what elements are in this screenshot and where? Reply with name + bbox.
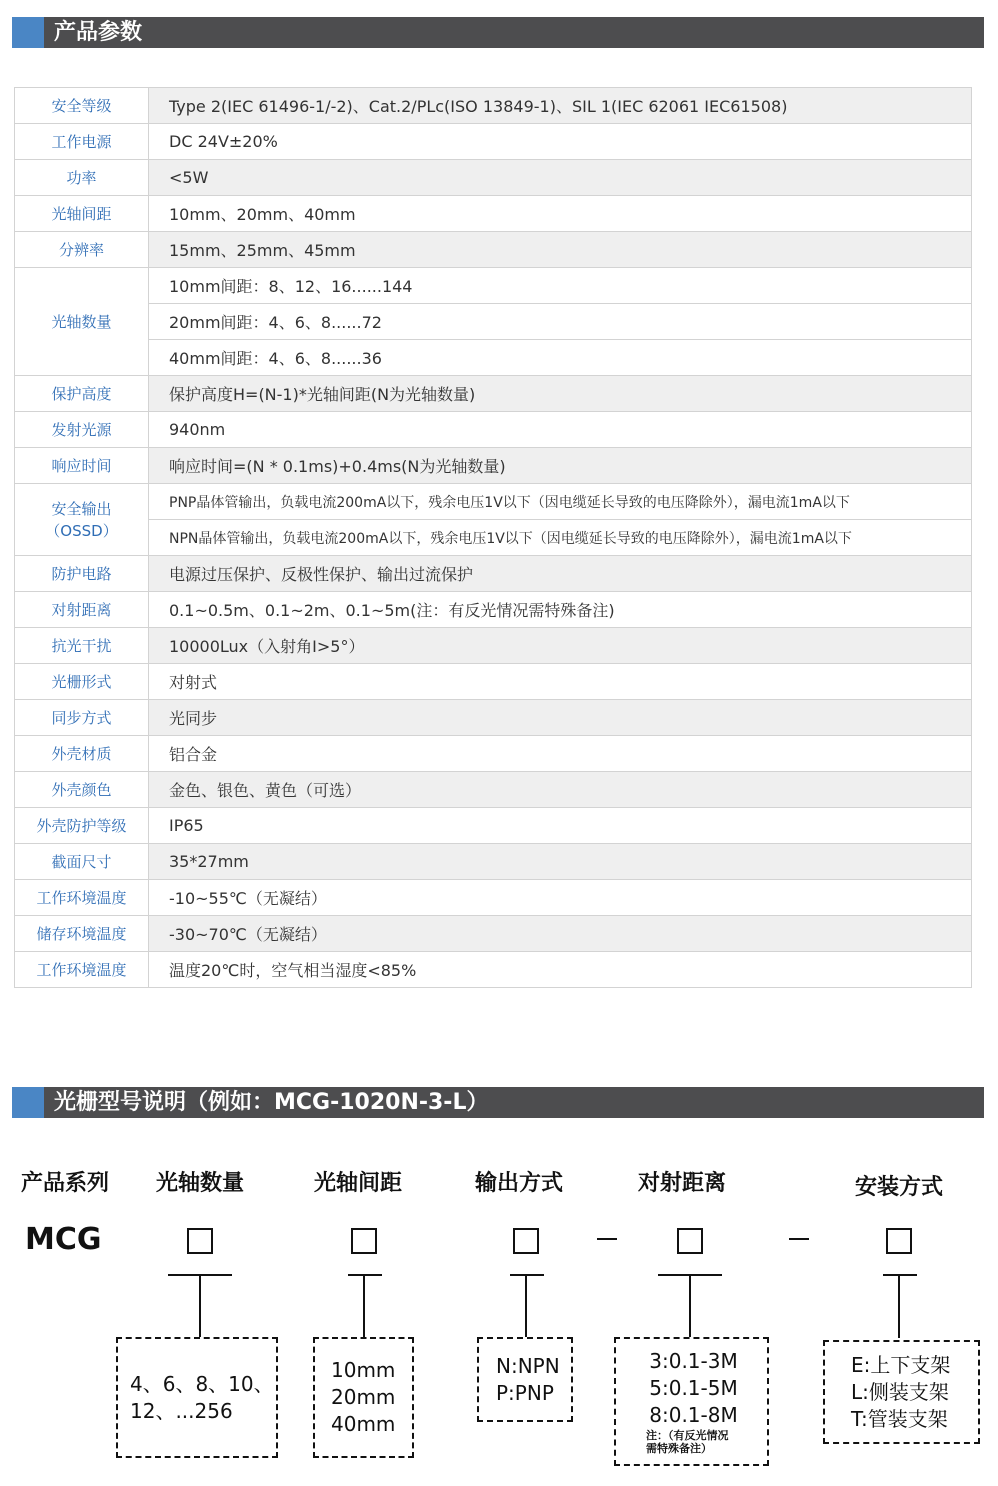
connector-line: [525, 1274, 527, 1337]
section-header-model: [12, 1087, 984, 1118]
spec-key: 工作环境温度: [15, 880, 149, 916]
spec-key: 同步方式: [15, 700, 149, 736]
spec-key: 抗光干扰: [15, 628, 149, 664]
options-mount: [823, 1340, 980, 1444]
spec-key: 储存环境温度: [15, 916, 149, 952]
table-row: [15, 196, 972, 232]
label-axis-count: 光轴数量: [155, 1171, 245, 1196]
spec-key: 外壳颜色: [15, 772, 149, 808]
spec-value: 响应时间=(N * 0.1ms)+0.4ms(N为光轴数量): [149, 448, 972, 484]
label-distance: 对射距离: [637, 1171, 727, 1196]
bracket-line: [348, 1274, 382, 1276]
connector-line: [199, 1274, 201, 1337]
table-row: [15, 844, 972, 880]
spec-value: 35*27mm: [149, 844, 972, 880]
label-output: 输出方式: [474, 1171, 564, 1196]
spec-value: 940nm: [149, 412, 972, 448]
spec-value: 10000Lux（入射角I>5°）: [149, 628, 972, 664]
table-row: [15, 412, 972, 448]
separator-dash: [789, 1238, 809, 1240]
spec-value: 40mm间距：4、6、8......36: [149, 340, 972, 376]
table-row: [15, 268, 972, 304]
spec-key: 工作环境温度: [15, 952, 149, 988]
spec-table: [14, 87, 972, 988]
spec-value: 温度20℃时，空气相当湿度<85%: [149, 952, 972, 988]
table-row: [15, 772, 972, 808]
table-row: [15, 340, 972, 376]
spec-key: 分辨率: [15, 232, 149, 268]
spec-key: 对射距离: [15, 592, 149, 628]
table-row: [15, 664, 972, 700]
spec-key: 截面尺寸: [15, 844, 149, 880]
spec-key: 工作电源: [15, 124, 149, 160]
code-box-output: [513, 1228, 539, 1254]
spec-value: 0.1~0.5m、0.1~2m、0.1~5m(注：有反光情况需特殊备注): [149, 592, 972, 628]
option-item: 4、6、8、10、: [130, 1371, 274, 1396]
code-box-axis-spacing: [351, 1228, 377, 1254]
spec-value: 对射式: [149, 664, 972, 700]
option-item: 20mm: [331, 1385, 396, 1409]
spec-key: 响应时间: [15, 448, 149, 484]
spec-key: 光轴数量: [15, 268, 149, 376]
spec-value: IP65: [149, 808, 972, 844]
spec-value: DC 24V±20%: [149, 124, 972, 160]
bracket-line: [510, 1274, 544, 1276]
spec-value: 电源过压保护、反极性保护、输出过流保护: [149, 556, 972, 592]
spec-value: 光同步: [149, 700, 972, 736]
section-title: 光栅型号说明（例如：MCG-1020N-3-L）: [54, 1090, 489, 1115]
bracket-line: [883, 1274, 917, 1276]
spec-key: 光轴间距: [15, 196, 149, 232]
spec-value: PNP晶体管输出，负载电流200mA以下，残余电压1V以下（因电缆延长导致的电压降除外），漏电流1mA以下: [149, 484, 972, 520]
option-item: 3:0.1-3M: [649, 1349, 738, 1373]
code-box-mount: [886, 1228, 912, 1254]
options-axis-count: [116, 1337, 278, 1458]
option-note: 注：（有反光情况: [646, 1429, 729, 1442]
table-row: [15, 880, 972, 916]
spec-key: 外壳防护等级: [15, 808, 149, 844]
label-axis-spacing: 光轴间距: [313, 1171, 403, 1196]
spec-key: 发射光源: [15, 412, 149, 448]
option-item: E:上下支架: [851, 1352, 951, 1377]
spec-key: 外壳材质: [15, 736, 149, 772]
spec-key: 保护高度: [15, 376, 149, 412]
label-mount: 安装方式: [854, 1175, 944, 1200]
table-row: [15, 520, 972, 556]
section-accent: [12, 17, 44, 48]
section-accent: [12, 1087, 44, 1118]
options-output: [477, 1337, 573, 1422]
spec-value: 20mm间距：4、6、8......72: [149, 304, 972, 340]
table-row: [15, 304, 972, 340]
spec-value: <5W: [149, 160, 972, 196]
spec-key-ossd: [15, 484, 149, 556]
table-row: [15, 376, 972, 412]
spec-value: 10mm、20mm、40mm: [149, 196, 972, 232]
connector-line: [898, 1274, 900, 1338]
table-row: [15, 448, 972, 484]
spec-value: 15mm、25mm、45mm: [149, 232, 972, 268]
option-note: 需特殊备注）: [646, 1442, 712, 1455]
separator-dash: [597, 1238, 617, 1240]
section-title: 产品参数: [54, 20, 143, 45]
table-row: [15, 952, 972, 988]
table-row: [15, 628, 972, 664]
option-item: 10mm: [331, 1358, 396, 1382]
table-row: [15, 592, 972, 628]
table-row: [15, 556, 972, 592]
spec-key: 光栅形式: [15, 664, 149, 700]
table-row: [15, 916, 972, 952]
option-item: 12、...256: [130, 1398, 233, 1423]
table-row: [15, 736, 972, 772]
code-box-axis-count: [187, 1228, 213, 1254]
connector-line: [363, 1274, 365, 1337]
table-row: [15, 124, 972, 160]
spec-value: 10mm间距：8、12、16......144: [149, 268, 972, 304]
spec-key-line: （OSSD）: [45, 521, 118, 540]
option-item: 8:0.1-8M: [649, 1403, 738, 1427]
spec-value: Type 2(IEC 61496-1/-2)、Cat.2/PLc(ISO 13849-1)、SIL 1(IEC 62061 IEC61508): [149, 88, 972, 124]
label-series: 产品系列: [20, 1171, 110, 1196]
option-item: 40mm: [331, 1412, 396, 1436]
options-distance: [614, 1337, 769, 1466]
table-row: [15, 160, 972, 196]
table-row: [15, 232, 972, 268]
spec-value: 铝合金: [149, 736, 972, 772]
spec-value: 保护高度H=(N-1)*光轴间距(N为光轴数量): [149, 376, 972, 412]
spec-key-line: 安全输出: [51, 499, 112, 518]
spec-key: 功率: [15, 160, 149, 196]
option-item: L:侧装支架: [851, 1379, 949, 1404]
model-code-diagram: [0, 1150, 998, 1486]
section-header-specs: [12, 17, 984, 48]
model-prefix: MCG: [25, 1222, 102, 1257]
spec-key: 防护电路: [15, 556, 149, 592]
spec-key: 安全等级: [15, 88, 149, 124]
option-item: P:PNP: [496, 1380, 554, 1405]
connector-line: [689, 1274, 691, 1337]
spec-value: NPN晶体管输出，负载电流200mA以下，残余电压1V以下（因电缆延长导致的电压降除外），漏电流1mA以下: [149, 520, 972, 556]
table-row: [15, 808, 972, 844]
option-item: T:管装支架: [851, 1406, 948, 1431]
code-box-distance: [677, 1228, 703, 1254]
option-item: 5:0.1-5M: [649, 1376, 738, 1400]
options-axis-spacing: [313, 1337, 414, 1458]
spec-value: 金色、银色、黄色（可选）: [149, 772, 972, 808]
table-row: [15, 700, 972, 736]
table-row: [15, 88, 972, 124]
spec-value: -30~70℃（无凝结）: [149, 916, 972, 952]
option-item: N:NPN: [496, 1353, 560, 1378]
table-row: [15, 484, 972, 520]
spec-value: -10~55℃（无凝结）: [149, 880, 972, 916]
